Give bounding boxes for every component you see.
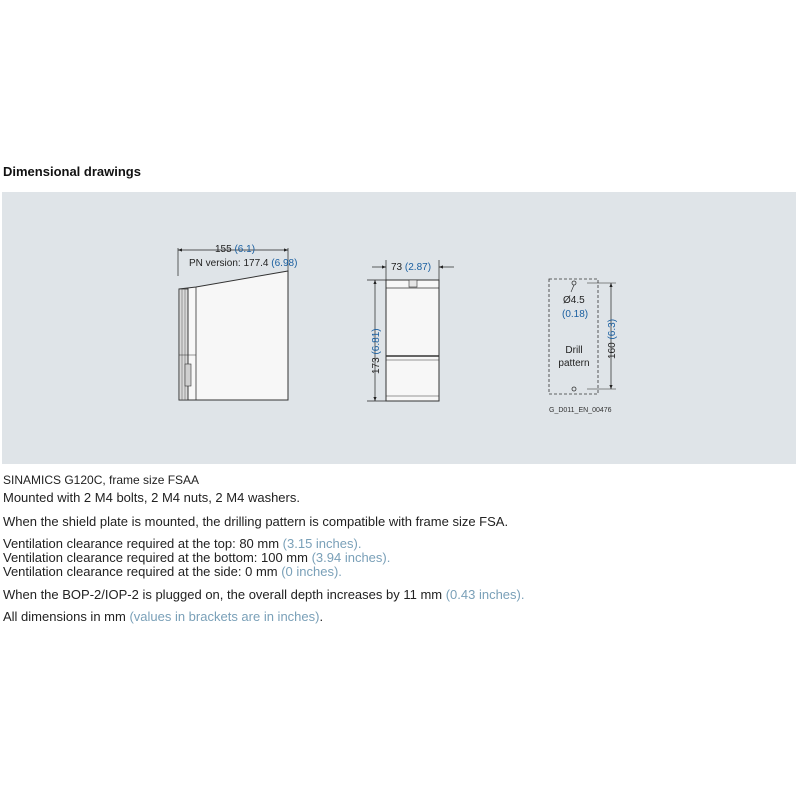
- drawing-code: G_D011_EN_00476: [549, 407, 612, 414]
- drawing-panel: [2, 192, 796, 464]
- units-text: All dimensions in mm (values in brackets are in inches).: [3, 609, 324, 624]
- ventilation-top: Ventilation clearance required at the top: 80 mm (3.15 inches).: [3, 536, 362, 551]
- drill-label-1: Drill: [565, 345, 583, 356]
- height-dim-label: 173 (6.81): [371, 328, 382, 374]
- drill-pattern: [549, 279, 618, 414]
- shield-text: When the shield plate is mounted, the drilling pattern is compatible with frame size FSA.: [3, 514, 509, 529]
- hole-dim-label: Ø4.5: [563, 295, 585, 306]
- front-view: [367, 260, 454, 401]
- hole-dim-inch-label: (0.18): [562, 309, 589, 320]
- ventilation-bottom: Ventilation clearance required at the bottom: 100 mm (3.94 inches).: [3, 550, 391, 565]
- side-view: [178, 244, 297, 400]
- bop-text: When the BOP-2/IOP-2 is plugged on, the overall depth increases by 11 mm (0.43 inches).: [3, 587, 525, 602]
- drill-label-2: pattern: [558, 358, 590, 369]
- ventilation-side: Ventilation clearance required at the side: 0 mm (0 inches).: [3, 564, 342, 579]
- figure-caption: SINAMICS G120C, frame size FSAA: [3, 473, 200, 487]
- mounting-text: Mounted with 2 M4 bolts, 2 M4 nuts, 2 M4 washers.: [3, 490, 300, 505]
- dimensional-drawing: [2, 192, 796, 464]
- pn-version-label: PN version: 177.4 (6.98): [189, 258, 298, 269]
- width-dim-label: 155 (6.1): [215, 244, 256, 255]
- page-title: Dimensional drawings: [3, 164, 141, 179]
- depth-dim-label: 73 (2.87): [391, 262, 432, 273]
- drill-height-label: 160 (6.3): [607, 318, 618, 359]
